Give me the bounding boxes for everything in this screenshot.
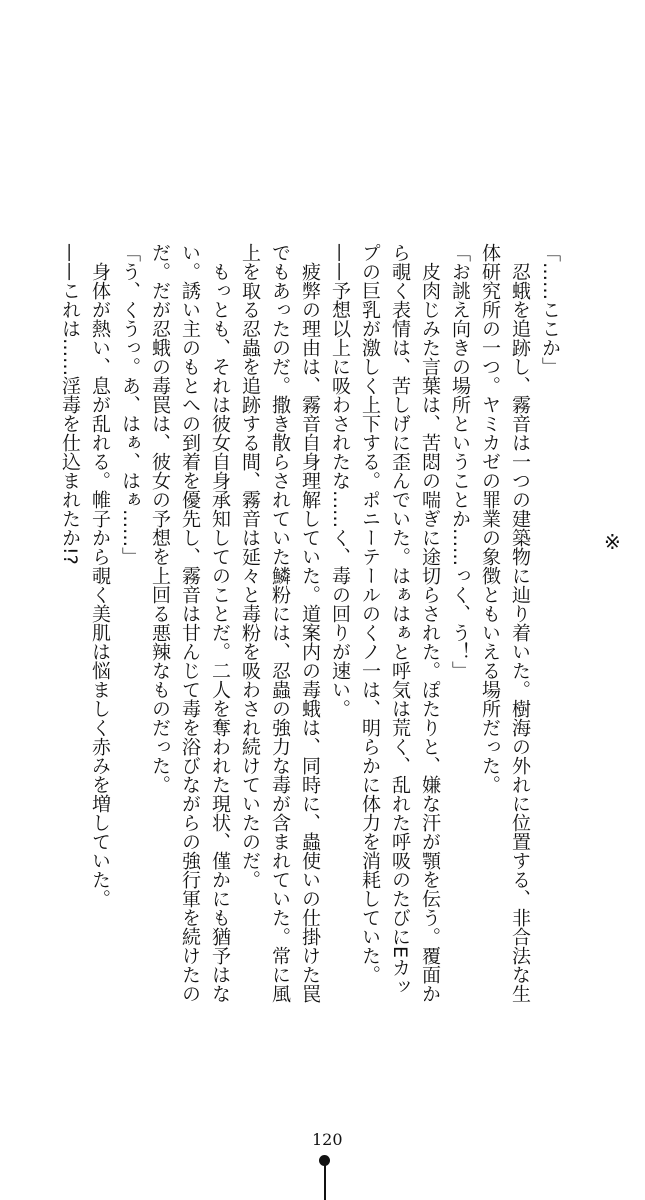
- text-line: もっとも、それは彼女自身承知してのことだ。二人を奪われた現状、僅かにも猶予はな: [209, 262, 231, 1003]
- text-line: い。誘い主のもとへの到着を優先し、霧音は甘んじて毒を浴びながらの強行軍を続けたの: [179, 243, 201, 1003]
- text-line: ——これは……淫毒を仕込まれたか!?: [59, 243, 81, 565]
- text-line: 体研究所の一つ。ヤミカゼの罪業の象徴ともいえる場所だった。: [479, 243, 501, 794]
- text-line: 疲弊の理由は、霧音自身理解していた。道案内の毒蛾は、同時に、蟲使いの仕掛けた罠: [299, 262, 321, 1003]
- text-line: でもあったのだ。撒き散らされていた鱗粉には、忍蟲の強力な毒が含まれていた。常に風: [269, 243, 291, 1003]
- text-line: 上を取る忍蟲を追跡する間、霧音は延々と毒粉を吸わされ続けていたのだ。: [239, 243, 261, 889]
- text-line: 皮肉じみた言葉は、苦悶の喘ぎに途切らされた。ぽたりと、嫌な汗が顎を伝う。覆面か: [419, 262, 441, 1003]
- text-line: 「……ここか」: [539, 243, 561, 376]
- page-number: 120: [312, 1130, 343, 1149]
- section-break-mark: ※: [604, 530, 621, 554]
- page-marker-line: [324, 1165, 326, 1200]
- body-text: [55, 243, 565, 1003]
- text-line: プの巨乳が激しく上下する。ポニーテールのくノ一は、明らかに体力を消耗していた。: [359, 243, 381, 984]
- text-line: 「お誂え向きの場所ということか……っく、う！」: [449, 243, 471, 680]
- text-line: だ。だが忍蛾の毒罠は、彼女の予想を上回る悪辣なものだった。: [149, 243, 171, 794]
- text-line: 忍蛾を追跡し、霧音は一つの建築物に辿り着いた。樹海の外れに位置する、非合法な生: [509, 262, 531, 1003]
- text-line: 身体が熱い、息が乱れる。帷子から覗く美肌は悩ましく赤みを増していた。: [89, 262, 111, 908]
- text-line: ——予想以上に吸わされたな……く、毒の回りが速い。: [329, 243, 351, 718]
- text-line: 「う、くうっ。あ、はぁ、はぁ……」: [119, 243, 141, 566]
- text-line: ら覗く表情は、苦しげに歪んでいた。はぁはぁと呼気は荒く、乱れた呼吸のたびにEカッ: [389, 243, 411, 997]
